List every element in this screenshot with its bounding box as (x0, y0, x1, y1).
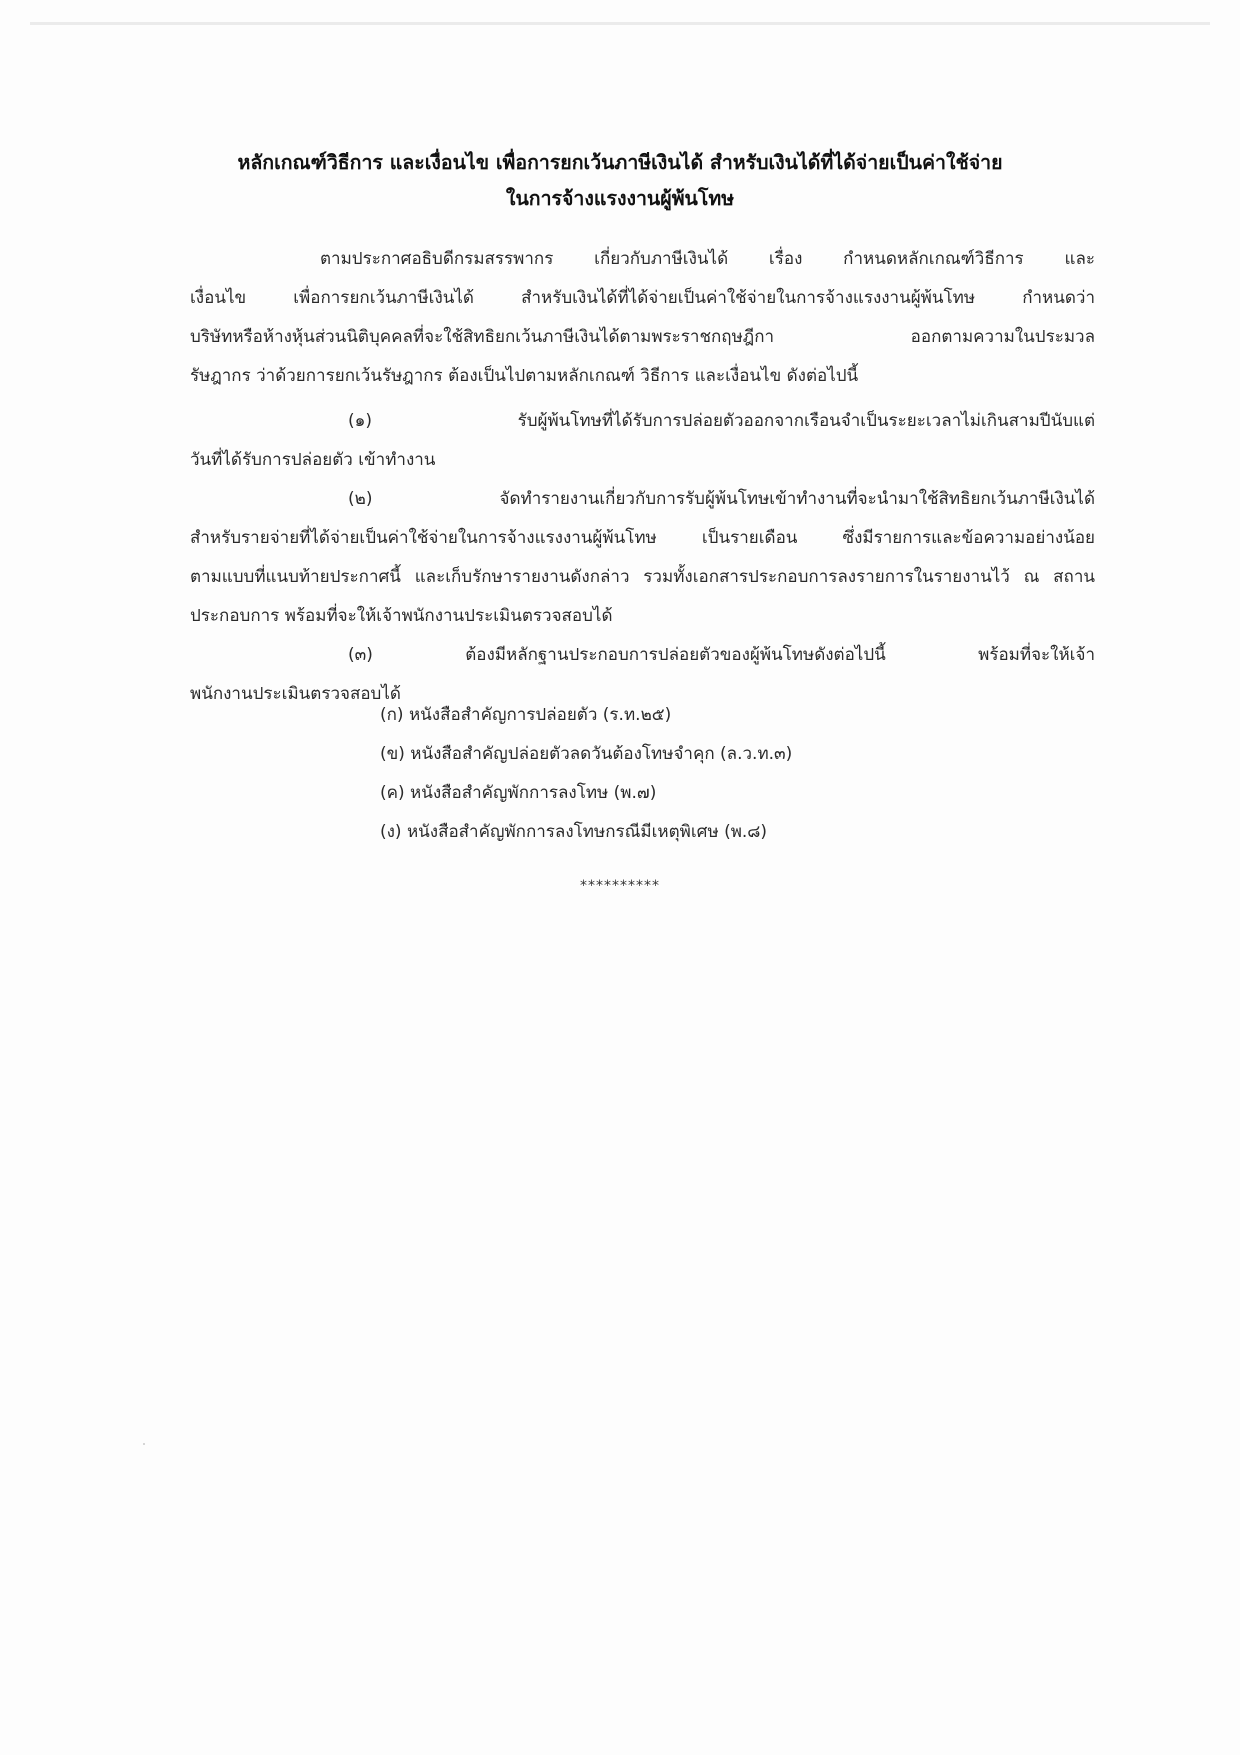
document-title-line-1: หลักเกณฑ์วิธีการ และเงื่อนไข เพื่อการยกเว้นภาษีเงินได้ สำหรับเงินได้ที่ได้จ่ายเป็นค่าใช้จ่าย (237, 151, 1003, 174)
item-1-line: (๑) รับผู้พ้นโทษที่ได้รับการปล่อยตัวออกจากเรือนจำเป็นระยะเวลาไม่เกินสามปีนับแต่ (348, 411, 1095, 431)
intro-line: รัษฎากร ว่าด้วยการยกเว้นรัษฎากร ต้องเป็นไปตามหลักเกณฑ์ วิธีการ และเงื่อนไข ดังต่อไปนี้ (190, 366, 859, 386)
intro-line: ตามประกาศอธิบดีกรมสรรพากร เกี่ยวกับภาษีเงินได้ เรื่อง กำหนดหลักเกณฑ์วิธีการ และ (320, 249, 1095, 269)
item-3-line: (๓) ต้องมีหลักฐานประกอบการปล่อยตัวของผู้พ้นโทษดังต่อไปนี้ พร้อมที่จะให้เจ้า (348, 645, 1095, 665)
scan-edge (30, 22, 1210, 25)
item-2-line: ประกอบการ พร้อมที่จะให้เจ้าพนักงานประเมินตรวจสอบได้ (190, 606, 613, 626)
evidence-list-item: (ง) หนังสือสำคัญพักการลงโทษกรณีมีเหตุพิเศษ (พ.๘) (380, 822, 768, 842)
item-1-line: วันที่ได้รับการปล่อยตัว เข้าทำงาน (190, 450, 436, 470)
item-2-paragraph (190, 480, 1095, 636)
item-1-paragraph (190, 402, 1095, 480)
document-title-line-2: ในการจ้างแรงงานผู้พ้นโทษ (505, 187, 735, 210)
scan-speck (143, 1443, 145, 1445)
intro-line: บริษัทหรือห้างหุ้นส่วนนิติบุคคลที่จะใช้สิทธิยกเว้นภาษีเงินได้ตามพระราชกฤษฎีกา ออกตามความในประมวล (190, 327, 1095, 347)
evidence-list-item: (ก) หนังสือสำคัญการปล่อยตัว (ร.ท.๒๕) (380, 705, 672, 725)
evidence-list-item: (ข) หนังสือสำคัญปล่อยตัวลดวันต้องโทษจำคุก (ล.ว.ท.๓) (380, 744, 793, 764)
intro-paragraph (190, 240, 1095, 396)
evidence-list (190, 696, 1095, 852)
item-2-line: (๒) จัดทำรายงานเกี่ยวกับการรับผู้พ้นโทษเข้าทำงานที่จะนำมาใช้สิทธิยกเว้นภาษีเงินได้ (348, 489, 1095, 509)
end-of-document-mark: ********** (580, 878, 660, 894)
intro-line: เงื่อนไข เพื่อการยกเว้นภาษีเงินได้ สำหรับเงินได้ที่ได้จ่ายเป็นค่าใช้จ่ายในการจ้างแรงงานผู้พ้นโทษ กำหนดว่า (190, 288, 1095, 308)
item-2-line: สำหรับรายจ่ายที่ได้จ่ายเป็นค่าใช้จ่ายในการจ้างแรงงานผู้พ้นโทษ เป็นรายเดือน ซึ่งมีรายการและข้อความอย่างน้อย (190, 528, 1095, 548)
evidence-list-item: (ค) หนังสือสำคัญพักการลงโทษ (พ.๗) (380, 783, 657, 803)
item-3-line: พนักงานประเมินตรวจสอบได้ (190, 684, 401, 704)
item-2-line: ตามแบบที่แนบท้ายประกาศนี้ และเก็บรักษารายงานดังกล่าว รวมทั้งเอกสารประกอบการลงรายการในรายงานไว้ ณ สถาน (190, 567, 1095, 587)
